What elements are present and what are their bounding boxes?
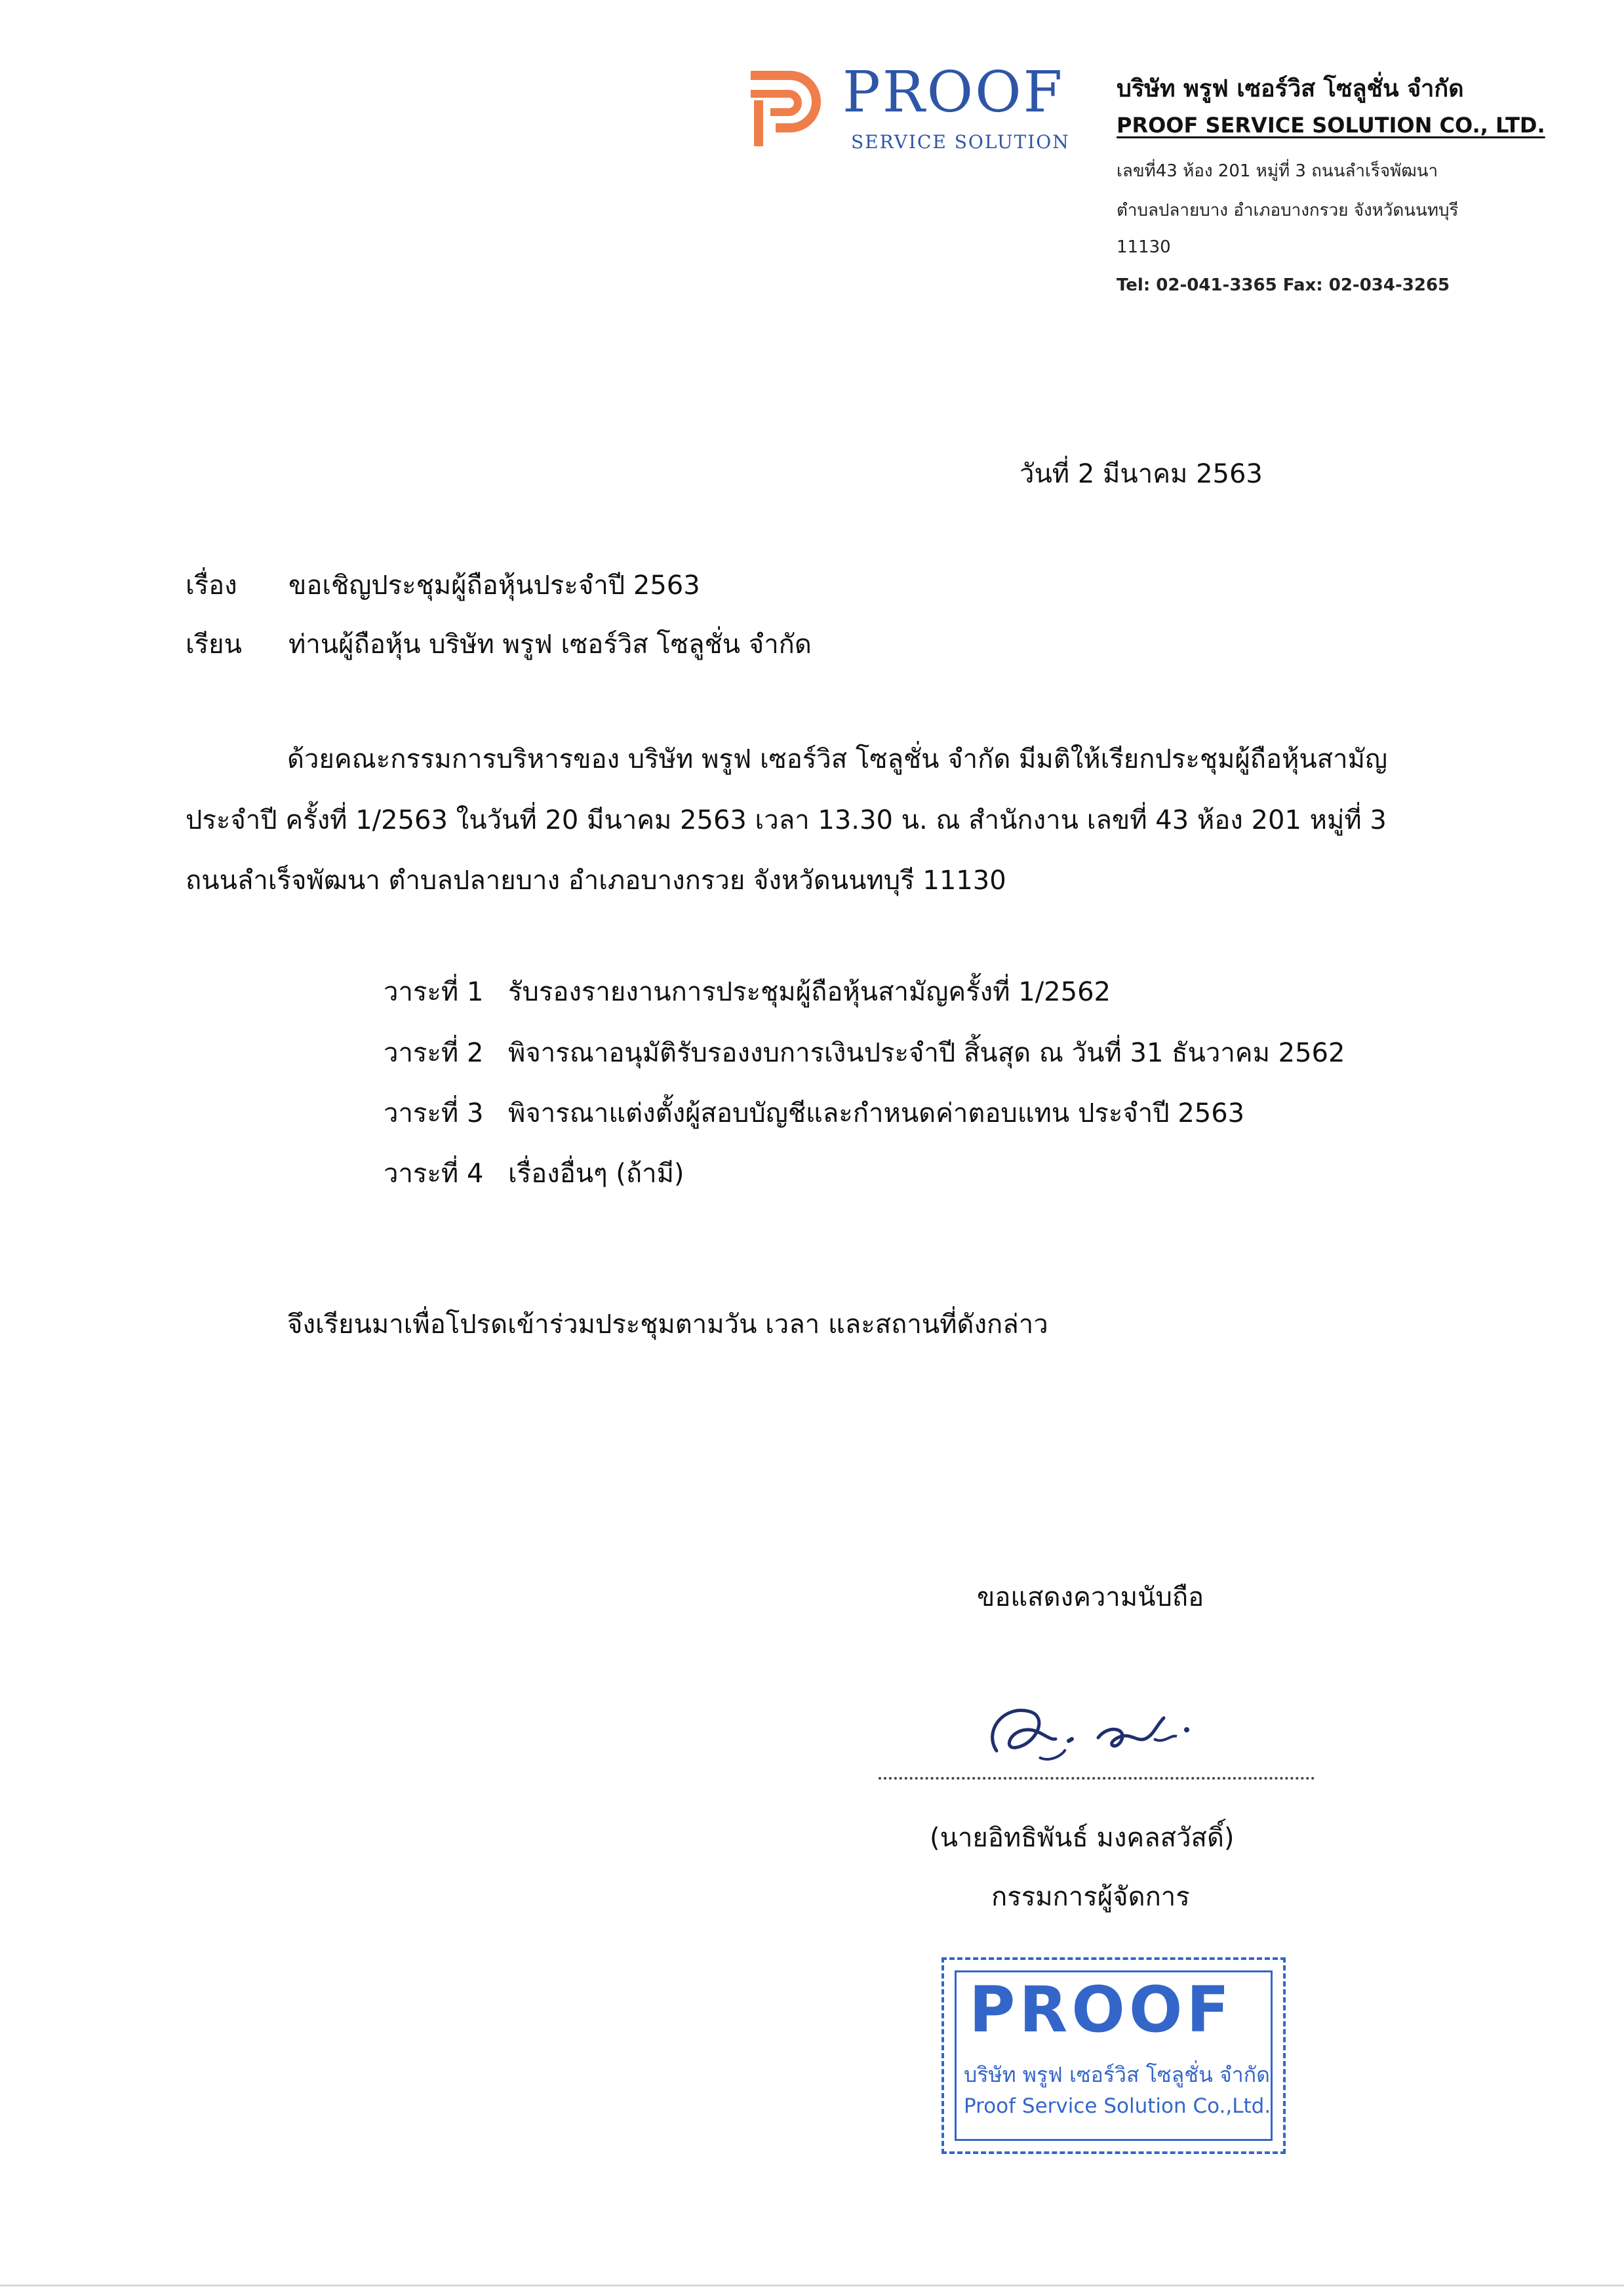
scan-edge-divider [0, 2285, 1624, 2286]
handwritten-signature [977, 1679, 1252, 1777]
letter-date: วันที่ 2 มีนาคม 2563 [1020, 459, 1263, 489]
company-name-english: PROOF SERVICE SOLUTION CO., LTD. [1117, 113, 1545, 138]
body-paragraph-line-2: ประจำปี ครั้งที่ 1/2563 ในวันที่ 20 มีนาคม 2563 เวลา 13.30 น. ณ สำนักงาน เลขที่ 43 ห้อง 201 หมู่ที่ 3 [186, 805, 1387, 835]
closing-sentence: จึงเรียนมาเพื่อโปรดเข้าร่วมประชุมตามวัน เวลา และสถานที่ดังกล่าว [287, 1309, 1048, 1340]
logo-tagline: SERVICE SOLUTION [851, 131, 1070, 153]
agenda-1-label: วาระที่ 1 [384, 977, 484, 1007]
subject-label: เรื่อง [186, 570, 237, 601]
company-stamp [941, 1957, 1286, 2154]
logo-wordmark: PROOF [842, 60, 1065, 125]
stamp-name-thai: บริษัท พรูฟ เซอร์วิส โซลูชั่น จำกัด [964, 2062, 1270, 2087]
address-line-1: เลขที่43 ห้อง 201 หมู่ที่ 3 ถนนลำเร็จพัฒนา [1117, 161, 1438, 181]
signer-title: กรรมการผู้จัดการ [991, 1882, 1190, 1912]
agenda-3-label: วาระที่ 3 [384, 1098, 484, 1128]
stamp-logo: PROOF [969, 1973, 1234, 2046]
address-line-2: ตำบลปลายบาง อำเภอบางกรวย จังหวัดนนทบุรี [1117, 201, 1459, 220]
company-logo-icon [738, 62, 829, 154]
regards-line: ขอแสดงความนับถือ [977, 1582, 1204, 1612]
signature-line [879, 1777, 1315, 1780]
subject-text: ขอเชิญประชุมผู้ถือหุ้นประจำปี 2563 [288, 570, 700, 601]
recipient-label: เรียน [186, 629, 242, 660]
agenda-3-text: พิจารณาแต่งตั้งผู้สอบบัญชีและกำหนดค่าตอบแทน ประจำปี 2563 [508, 1098, 1245, 1128]
address-postcode: 11130 [1117, 237, 1171, 257]
recipient-text: ท่านผู้ถือหุ้น บริษัท พรูฟ เซอร์วิส โซลูชั่น จำกัด [288, 629, 812, 660]
signer-name: (นายอิทธิพันธ์ มงคลสวัสดิ์) [930, 1823, 1235, 1853]
stamp-name-english: Proof Service Solution Co.,Ltd. [964, 2094, 1271, 2118]
agenda-4-label: วาระที่ 4 [384, 1159, 484, 1189]
agenda-1-text: รับรองรายงานการประชุมผู้ถือหุ้นสามัญครั้งที่ 1/2562 [508, 977, 1111, 1007]
agenda-2-text: พิจารณาอนุมัติรับรองงบการเงินประจำปี สิ้นสุด ณ วันที่ 31 ธันวาคม 2562 [508, 1038, 1345, 1068]
body-paragraph-line-3: ถนนลำเร็จพัฒนา ตำบลปลายบาง อำเภอบางกรวย จังหวัดนนทบุรี 11130 [186, 866, 1006, 896]
body-paragraph-line-1: ด้วยคณะกรรมการบริหารของ บริษัท พรูฟ เซอร์วิส โซลูชั่น จำกัด มีมติให้เรียกประชุมผู้ถือหุ้นสามัญ [287, 744, 1388, 774]
company-name-thai: บริษัท พรูฟ เซอร์วิส โซลูชั่น จำกัด [1117, 75, 1464, 102]
agenda-2-label: วาระที่ 2 [384, 1038, 484, 1068]
agenda-4-text: เรื่องอื่นๆ (ถ้ามี) [508, 1159, 684, 1189]
contact-numbers: Tel: 02-041-3365 Fax: 02-034-3265 [1117, 275, 1450, 295]
